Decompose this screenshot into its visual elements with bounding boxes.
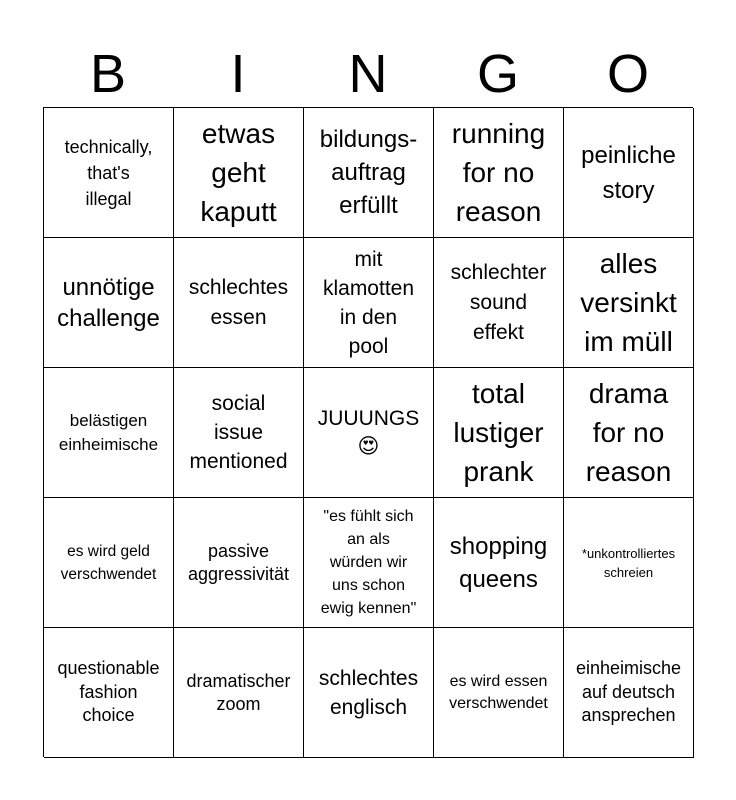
cell-text: alles versinkt im müll [580, 248, 677, 357]
bingo-cell[interactable] [434, 498, 564, 628]
cell-text: passive aggressivität [187, 540, 290, 584]
cell-text: schlechtes essen [188, 275, 289, 329]
bingo-cell[interactable] [174, 368, 304, 498]
cell-text: questionable fashion choice [57, 658, 160, 726]
cell-text: *unkontrolliertes schreien [581, 545, 676, 580]
cell-text: JUUUNGS 😍 [317, 406, 420, 458]
cell-text: social issue mentioned [189, 392, 288, 473]
bingo-cell[interactable] [44, 628, 174, 758]
bingo-cell[interactable] [434, 108, 564, 238]
cell-text: etwas geht kaputt [200, 118, 277, 227]
bingo-cell[interactable] [564, 108, 694, 238]
cell-text: total lustiger prank [453, 378, 544, 487]
title-letter-n: N [348, 44, 388, 104]
bingo-cell[interactable] [304, 498, 434, 628]
cell-text: es wird essen verschwendet [449, 672, 548, 712]
cell-text: schlechtes englisch [318, 666, 419, 719]
cell-text: shopping queens [449, 532, 548, 593]
bingo-cell[interactable] [44, 368, 174, 498]
cell-text: "es fühlt sich an als würden wir uns schon ewig kennen" [320, 508, 417, 617]
bingo-cell[interactable] [564, 238, 694, 368]
cell-text: schlechter sound effekt [450, 260, 547, 344]
cell-text: dramatischer zoom [186, 670, 291, 714]
bingo-grid [43, 107, 693, 757]
title-letter-o: O [606, 44, 649, 104]
bingo-cell[interactable] [434, 628, 564, 758]
title-letter-b: B [89, 44, 127, 104]
bingo-cell[interactable] [304, 368, 434, 498]
bingo-cell[interactable] [304, 238, 434, 368]
bingo-cell[interactable] [174, 238, 304, 368]
cell-text: unnötige challenge [57, 273, 160, 332]
cell-text: running for no reason [451, 118, 546, 227]
bingo-cell[interactable] [304, 628, 434, 758]
bingo-cell[interactable] [434, 238, 564, 368]
bingo-cell[interactable] [174, 628, 304, 758]
cell-text: peinliche story [581, 141, 676, 204]
bingo-cell[interactable] [44, 108, 174, 238]
cell-text: einheimische auf deutsch ansprechen [575, 658, 682, 726]
bingo-cell[interactable] [44, 238, 174, 368]
cell-text: technically, that's illegal [64, 136, 153, 209]
cell-text: mit klamotten in den pool [322, 247, 415, 358]
cell-text: bildungs- auftrag erfüllt [319, 126, 418, 219]
bingo-cell[interactable] [304, 108, 434, 238]
bingo-cell[interactable] [564, 498, 694, 628]
bingo-cell[interactable] [44, 498, 174, 628]
bingo-cell[interactable] [174, 498, 304, 628]
bingo-title [43, 40, 693, 108]
bingo-cell[interactable] [564, 628, 694, 758]
cell-text: belästigen einheimische [58, 410, 159, 454]
bingo-cell[interactable] [434, 368, 564, 498]
cell-text: es wird geld verschwendet [60, 542, 157, 583]
title-letter-i: I [230, 44, 246, 104]
title-letter-g: G [476, 44, 519, 104]
bingo-cell[interactable] [174, 108, 304, 238]
bingo-cell[interactable] [564, 368, 694, 498]
cell-text: drama for no reason [585, 378, 672, 487]
